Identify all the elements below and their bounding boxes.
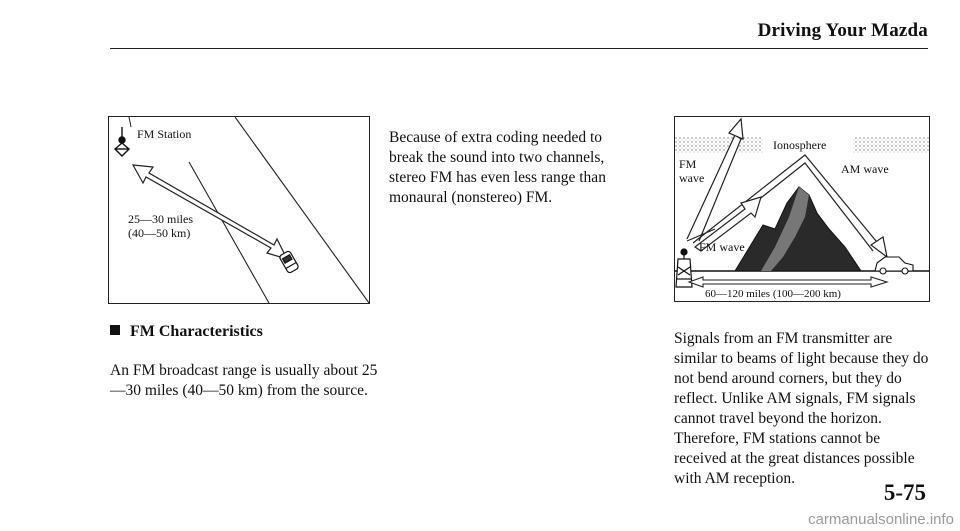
stereo-range-paragraph: Because of extra coding needed to break the sound into two channels, stereo FM has even less range than monaural (nonstereo) FM. xyxy=(389,129,606,206)
fm-am-wave-figure xyxy=(674,116,930,302)
range-km-label: (40—50 km) xyxy=(128,226,191,240)
fm-station-label: FM Station xyxy=(137,127,192,141)
fm-wave-sky-label-line2: wave xyxy=(679,171,705,185)
fm-range-figure xyxy=(108,116,370,304)
watermark: carmanualsonline.info xyxy=(808,511,954,528)
page-number: 5-75 xyxy=(883,480,926,505)
diagonal-guide-line xyxy=(235,117,369,303)
ionosphere-label: Ionosphere xyxy=(773,138,827,152)
fm-range-diagram xyxy=(109,117,369,303)
header-rule xyxy=(110,48,928,49)
fm-wave-ground-label: FM wave xyxy=(699,240,745,254)
fm-range-paragraph: An FM broadcast range is usually about 25—30 miles (40—50 km) from the source. xyxy=(110,362,378,399)
radio-tower-icon xyxy=(115,127,129,156)
distance-arrow xyxy=(689,277,887,287)
diagonal-guide-line xyxy=(189,162,269,303)
fm-signal-paragraph: Signals from an FM transmitter are similar to beams of light because they do not bend around corners, but they do reflect. Unlike AM signals, FM signals cannot travel beyond the horizon. Therefore, FM stations cannot be received at the great distances possible with AM reception. xyxy=(674,330,929,487)
fm-wave-sky-label-line1: FM xyxy=(679,157,697,171)
section-heading xyxy=(110,323,263,341)
bullet-square-icon xyxy=(110,325,120,335)
section-heading-text: FM Characteristics xyxy=(130,323,263,340)
car-icon xyxy=(875,257,913,274)
range-miles-label: 25—30 miles xyxy=(128,212,193,226)
am-wave-label: AM wave xyxy=(841,162,889,176)
distance-label: 60—120 miles (100—200 km) xyxy=(705,288,841,300)
header-title: Driving Your Mazda xyxy=(757,20,928,41)
antenna-mast-line xyxy=(129,117,131,127)
